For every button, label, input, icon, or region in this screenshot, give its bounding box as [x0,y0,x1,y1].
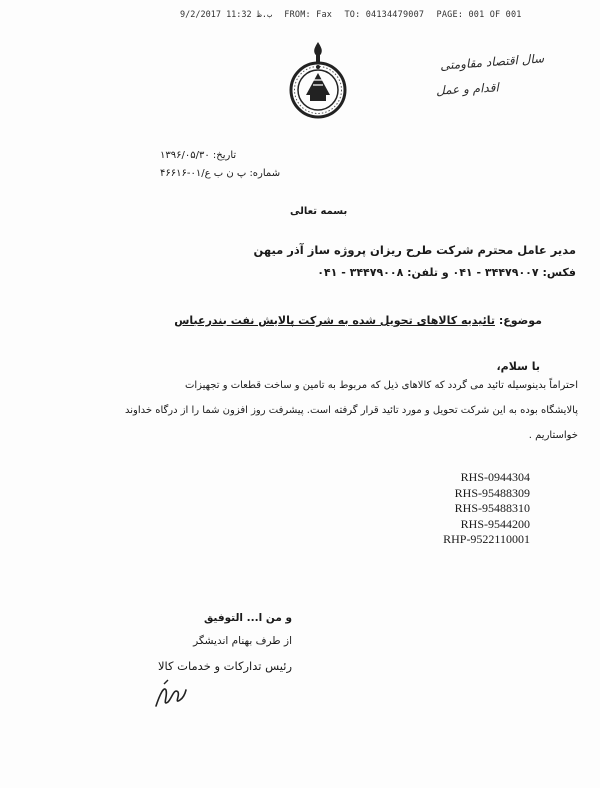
body-line-3: خواستاریم . [528,430,578,441]
handwritten-note-line1: سال اقتصاد مقاومتی [439,51,545,73]
fax-from: FROM: Fax [284,10,333,20]
body-line-2: پالایشگاه بوده به این شرکت تحویل و مورد تائید قرار گرفته است. پیشرفت روز افزون شما را از درگاه خداوند [124,405,578,416]
fax-header [180,10,529,20]
handwritten-signature [150,676,190,716]
emblem-icon [286,40,350,120]
letter-date: تاریخ: ۱۳۹۶/۰۵/۳۰ [160,150,237,161]
item-code-list [430,470,530,548]
signer-name: از طرف بهنام اندیشگر [193,635,292,647]
letter-number: شماره: پ ن ب ع/۰۱-۴۶۶۱۶ [160,168,281,179]
subject-line [174,314,542,327]
item-code: RHP-9522110001 [443,532,530,546]
contact-numbers: فکس: ۳۴۴۷۹۰۰۷ - ۰۴۱ و تلفن: ۳۴۴۷۹۰۰۸ - ۰۴۱ [317,266,576,279]
item-code: RHS-95488310 [454,501,530,515]
closing-phrase: و من ا... التوفیق [203,612,292,624]
signer-title: رئیس تدارکات و خدمات کالا [157,659,292,673]
fax-page-count: PAGE: 001 OF 001 [436,10,522,20]
handwritten-note-line2: اقدام و عمل [435,80,500,98]
greeting: با سلام، [496,360,540,373]
subject-label: موضوع: [498,314,542,327]
subject-text: تائیدیه کالاهای تحویل شده به شرکت پالایش نفت بندرعباس [174,314,495,327]
item-code: RHS-95488309 [454,485,530,500]
body-line-1: احتراماً بدینوسیله تائید می گردد که کالاهای ذیل که مربوط به تامین و ساخت قطعات و تجهیزات [184,380,578,391]
recipient-line: مدیر عامل محترم شرکت طرح ریزان پروژه ساز آذر میهن [253,243,576,257]
fax-to: TO: 04134479007 [344,10,425,20]
basmala: بسمه تعالی [290,206,348,217]
item-code: RHS-9544200 [460,516,530,531]
item-code: RHS-0944304 [460,470,530,484]
fax-datetime: 9/2/2017 ب.ظ 11:32 [180,10,273,20]
